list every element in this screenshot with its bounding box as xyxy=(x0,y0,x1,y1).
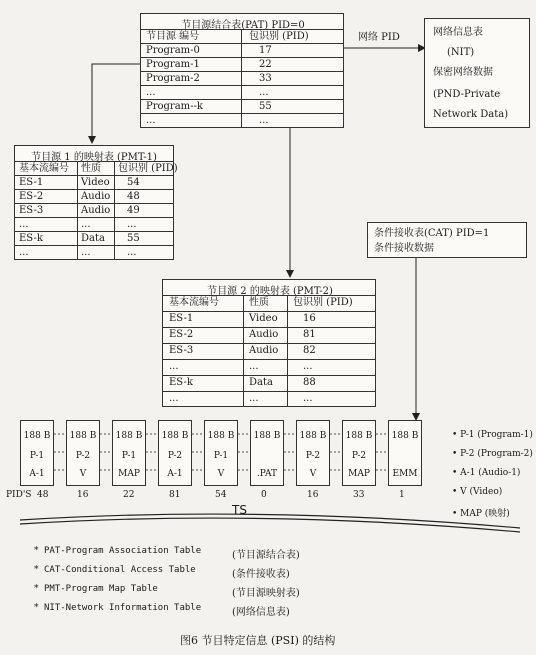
pmt1-cell: Audio xyxy=(81,205,111,216)
pmt2-cell: Video xyxy=(249,313,278,324)
ts-label: TS xyxy=(232,503,247,517)
pat-header-pid: 包识别 (PID) xyxy=(249,31,309,42)
pat-cell: 55 xyxy=(259,101,272,112)
pmt2-cell: Audio xyxy=(249,329,279,340)
pmt2-header-es: 基本流编号 xyxy=(169,297,219,308)
packet-size: 188 B xyxy=(391,431,419,441)
pat-cell: ... xyxy=(259,87,269,98)
packet-size: 188 B xyxy=(207,431,235,441)
packet-pid: 54 xyxy=(215,490,227,500)
pmt1-cell: ES-k xyxy=(19,233,43,244)
note-abbreviation: NIT-Network Information Table xyxy=(44,603,202,613)
pmt1-header-es: 基本流编号 xyxy=(19,163,69,174)
ts-packet xyxy=(342,420,376,486)
packet-size: 188 B xyxy=(253,431,281,441)
note-abbreviation: PAT-Program Association Table xyxy=(44,546,202,556)
pmt2-cell: Audio xyxy=(249,345,279,356)
pmt2-cell: 81 xyxy=(303,329,316,340)
packet-legend-item: • P-1 (Program-1) xyxy=(452,430,533,440)
packet-size: 188 B xyxy=(161,431,189,441)
pmt1-cell: Audio xyxy=(81,191,111,202)
nit-line-2: (NIT) xyxy=(447,47,475,58)
packet-content: A-1 xyxy=(167,469,183,479)
packet-legend-item: • P-2 (Program-2) xyxy=(452,449,533,459)
arrow-pat-to-pmt1 xyxy=(92,64,140,142)
note-bullet: * xyxy=(34,603,39,613)
packet-content: V xyxy=(217,469,225,479)
packet-pid: 16 xyxy=(77,490,89,500)
pmt2-cell: ES-3 xyxy=(169,345,194,356)
pat-cell: 22 xyxy=(259,59,272,70)
packet-pid: 33 xyxy=(353,490,365,500)
ts-packet xyxy=(204,420,238,486)
pmt2-cell: ... xyxy=(303,361,313,372)
packet-program: P-1 xyxy=(29,451,45,461)
note-bullet: * xyxy=(34,565,39,575)
pmt1-header-pid: 包识别 (PID) xyxy=(118,163,178,174)
packet-size: 188 B xyxy=(345,431,373,441)
packet-program: P-2 xyxy=(167,451,183,461)
pmt2-cell: 88 xyxy=(303,377,316,388)
pmt1-cell: 49 xyxy=(127,205,140,216)
packet-pid: 22 xyxy=(123,490,135,500)
pmt2-cell: 16 xyxy=(303,313,316,324)
ts-packet xyxy=(20,420,54,486)
pat-cell: ... xyxy=(146,115,156,126)
packet-legend-item: • V (Video) xyxy=(452,487,503,497)
pmt1-cell: ... xyxy=(127,219,137,230)
packet-content: V xyxy=(309,469,317,479)
cat-line-2: 条件接收数据 xyxy=(374,243,434,254)
ts-packet xyxy=(158,420,192,486)
pmt1-cell: ... xyxy=(127,247,137,258)
pmt2-cell: ES-2 xyxy=(169,329,194,340)
figure-caption: 图6 节目特定信息 (PSI) 的结构 xyxy=(180,634,336,647)
packet-content: MAP xyxy=(348,469,370,479)
pmt1-cell: Data xyxy=(81,233,105,244)
packet-legend-item: • A-1 (Audio-1) xyxy=(452,468,521,478)
pat-cell: 17 xyxy=(259,45,272,56)
packet-pid: 1 xyxy=(399,490,405,500)
pat-cell: 33 xyxy=(259,73,272,84)
cat-line-1: 条件接收表(CAT) PID=1 xyxy=(374,228,490,239)
pmt1-cell: ... xyxy=(81,219,91,230)
note-chinese: (节目源映射表) xyxy=(232,588,300,599)
packet-pid: 81 xyxy=(169,490,181,500)
pmt2-cell: 82 xyxy=(303,345,316,356)
pmt1-cell: ES-1 xyxy=(19,177,44,188)
packet-pid: 0 xyxy=(261,490,267,500)
packet-content: V xyxy=(79,469,87,479)
pmt1-cell: ES-2 xyxy=(19,191,44,202)
packet-content: EMM xyxy=(392,469,418,479)
packet-program: P-1 xyxy=(121,451,137,461)
pmt2-cell: ES-k xyxy=(169,377,193,388)
packet-program: P-2 xyxy=(305,451,321,461)
packet-size: 188 B xyxy=(299,431,327,441)
pmt2-cell: Data xyxy=(249,377,273,388)
pmt2-cell: ... xyxy=(249,361,259,372)
pmt1-cell: Video xyxy=(81,177,110,188)
pmt1-table xyxy=(14,145,178,260)
pmt2-header-pid: 包识别 (PID) xyxy=(293,297,353,308)
ts-packet xyxy=(296,420,330,486)
pmt1-cell: 55 xyxy=(127,233,140,244)
pat-header-program: 节目源 编号 xyxy=(146,31,200,42)
pmt2-table xyxy=(162,279,376,407)
packet-size: 188 B xyxy=(23,431,51,441)
pmt1-cell: ... xyxy=(81,247,91,258)
pat-cell: Program-2 xyxy=(146,73,200,84)
note-chinese: (节目源结合表) xyxy=(232,550,300,561)
packet-size: 188 B xyxy=(69,431,97,441)
nit-line-3: 保密网络数据 xyxy=(433,67,493,78)
note-chinese: (条件接收表) xyxy=(232,569,290,580)
note-bullet: * xyxy=(34,546,39,556)
packet-content: A-1 xyxy=(29,469,45,479)
packet-program: P-2 xyxy=(351,451,367,461)
note-bullet: * xyxy=(34,584,39,594)
packet-program: P-1 xyxy=(213,451,229,461)
ts-packet xyxy=(112,420,146,486)
pmt1-title: 节目源 1 的映射表 (PMT-1) xyxy=(31,152,157,163)
packet-program: P-2 xyxy=(75,451,91,461)
packet-pid: 16 xyxy=(307,490,319,500)
pmt1-cell: ... xyxy=(19,219,29,230)
nit-line-4: (PND-Private xyxy=(433,89,501,100)
pat-cell: ... xyxy=(146,87,156,98)
packet-pid: 48 xyxy=(37,490,49,500)
pmt2-cell: ... xyxy=(169,393,179,404)
pmt2-cell: ... xyxy=(169,361,179,372)
ts-packet xyxy=(250,420,284,486)
pmt2-cell: ES-1 xyxy=(169,313,194,324)
cat-box xyxy=(367,222,527,258)
pmt2-cell: ... xyxy=(249,393,259,404)
network-pid-label: 网络 PID xyxy=(358,32,400,43)
pat-cell: ... xyxy=(259,115,269,126)
packet-size: 188 B xyxy=(115,431,143,441)
pat-title: 节目源结合表(PAT) PID=0 xyxy=(181,20,305,31)
pmt1-header-type: 性质 xyxy=(81,163,101,174)
pmt1-cell: ES-3 xyxy=(19,205,44,216)
pat-table xyxy=(140,13,344,128)
note-abbreviation: PMT-Program Map Table xyxy=(44,584,158,594)
pmt2-cell: ... xyxy=(303,393,313,404)
pid-label: PID'S xyxy=(6,490,32,500)
pmt2-title: 节目源 2 的映射表 (PMT-2) xyxy=(207,286,333,297)
ts-packet xyxy=(388,420,422,486)
packet-legend-item: • MAP (映射) xyxy=(452,509,510,519)
ts-line-lower xyxy=(20,518,520,532)
note-chinese: (网络信息表) xyxy=(232,607,290,618)
nit-box xyxy=(424,18,530,128)
packet-content: .PAT xyxy=(256,469,278,479)
nit-line-5: Network Data) xyxy=(433,109,509,120)
pat-cell: Program--k xyxy=(146,101,203,112)
pat-cell: Program-0 xyxy=(146,45,200,56)
pmt2-header-type: 性质 xyxy=(249,297,269,308)
nit-line-1: 网络信息表 xyxy=(433,27,483,38)
ts-packet xyxy=(66,420,100,486)
pat-cell: Program-1 xyxy=(146,59,200,70)
packet-content: MAP xyxy=(118,469,140,479)
pmt1-cell: 54 xyxy=(127,177,140,188)
note-abbreviation: CAT-Conditional Access Table xyxy=(44,565,196,575)
pmt1-cell: 48 xyxy=(127,191,140,202)
pmt1-cell: ... xyxy=(19,247,29,258)
